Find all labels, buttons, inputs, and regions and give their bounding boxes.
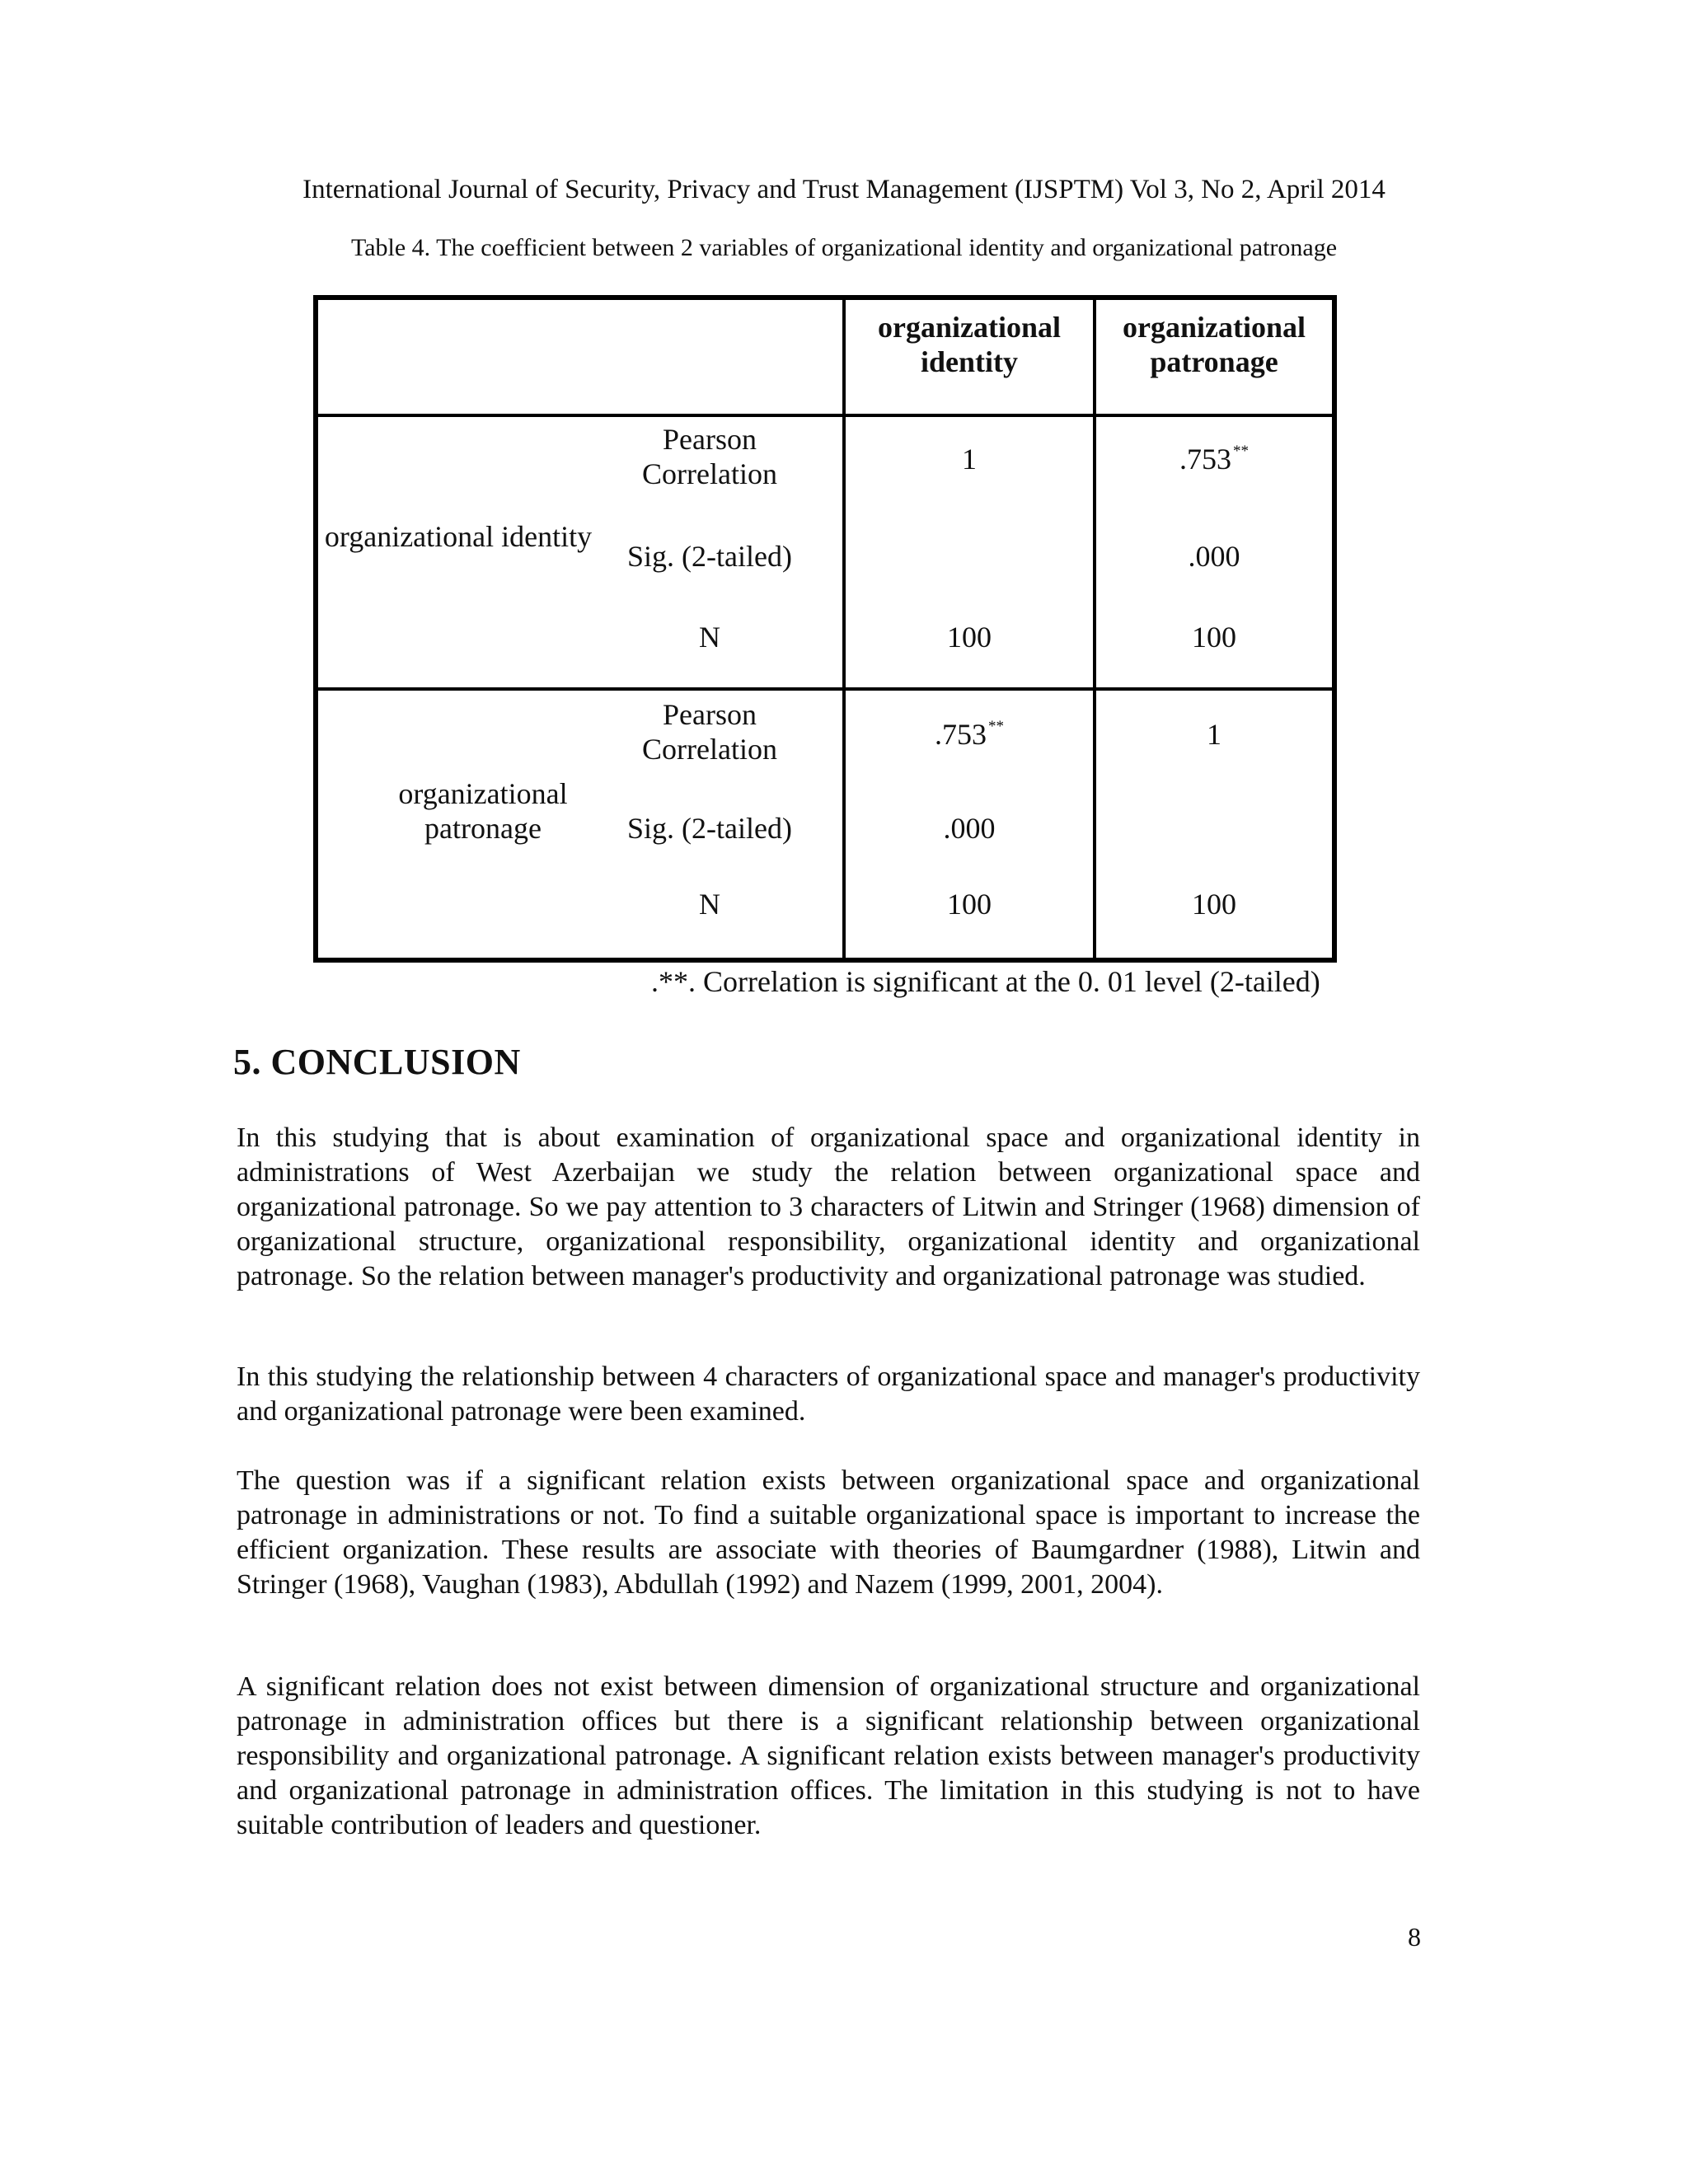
stat-label: Sig. (2-tailed) [627,812,792,845]
significance-mark: ** [1233,443,1249,460]
section-heading: 5. CONCLUSION [233,1042,521,1082]
table-cell: 1 [1207,718,1221,751]
table-divider-horizontal [318,687,1332,691]
table-cell: 100 [947,621,992,654]
stat-label: N [699,888,720,921]
stat-label: Pearson Correlation [642,698,777,766]
row-variable-label: organizational patronage [398,777,568,846]
table-cell: .000 [1188,540,1240,573]
table-cell: 100 [1192,888,1236,921]
stat-label: N [699,621,720,654]
correlation-table [313,295,1337,963]
stat-label: Pearson Correlation [642,423,777,491]
table-caption: Table 4. The coefficient between 2 variables of organizational identity and organizational patronage [350,234,1338,261]
table-cell: 100 [947,888,992,921]
row-variable-label: organizational identity [324,520,593,553]
running-header: International Journal of Security, Privacy and Trust Management (IJSPTM) Vol 3, No 2, April 2014 [302,175,1386,204]
column-header: organizational patronage [1123,311,1306,379]
paragraph: The question was if a significant relation exists between organizational space and organizational patronage in administrations or not. To find a suitable organizational space is important to increase the efficient organization. These results are associate with theories of Baumgardner (1988), Litwin and Stringer (1968), Vaughan (1983), Abdullah (1992) and Nazem (1999, 2001, 2004). [237,1465,1420,1600]
table-footnote: .**. Correlation is significant at the 0. 01 level (2-tailed) [651,965,1320,998]
cell-value: .753 [1179,443,1231,476]
paragraph: In this studying the relationship between 4 characters of organizational space and manager's productivity and organizational patronage were been examined. [237,1361,1420,1427]
page-number: 8 [1408,1922,1421,1952]
paragraph: A significant relation does not exist between dimension of organizational structure and organizational patronage in administration offices but there is a significant relationship between organizational responsibility and organizational patronage. A significant relation exists between manager's productivity and organizational patronage in administration offices. The limitation in this studying is not to have suitable contribution of leaders and questioner. [237,1671,1420,1840]
table-cell: 100 [1192,621,1236,654]
table-cell: 1 [962,443,977,476]
table-cell [1096,442,1332,476]
stat-label: Sig. (2-tailed) [627,540,792,573]
table-cell [846,717,1093,752]
column-header: organizational identity [878,311,1061,379]
significance-mark: ** [988,718,1004,735]
paragraph: In this studying that is about examination of organizational space and organizational identity in administrations of West Azerbaijan we study the relation between organizational space and organizational patronage. So we pay attention to 3 characters of Litwin and Stringer (1968) dimension of organizational structure, organizational responsibility, organizational identity and organizational patronage. So the relation between manager's productivity and organizational patronage was studied. [237,1122,1420,1291]
cell-value: .753 [935,718,987,751]
table-divider-horizontal [318,414,1332,417]
table-cell: .000 [943,812,996,845]
